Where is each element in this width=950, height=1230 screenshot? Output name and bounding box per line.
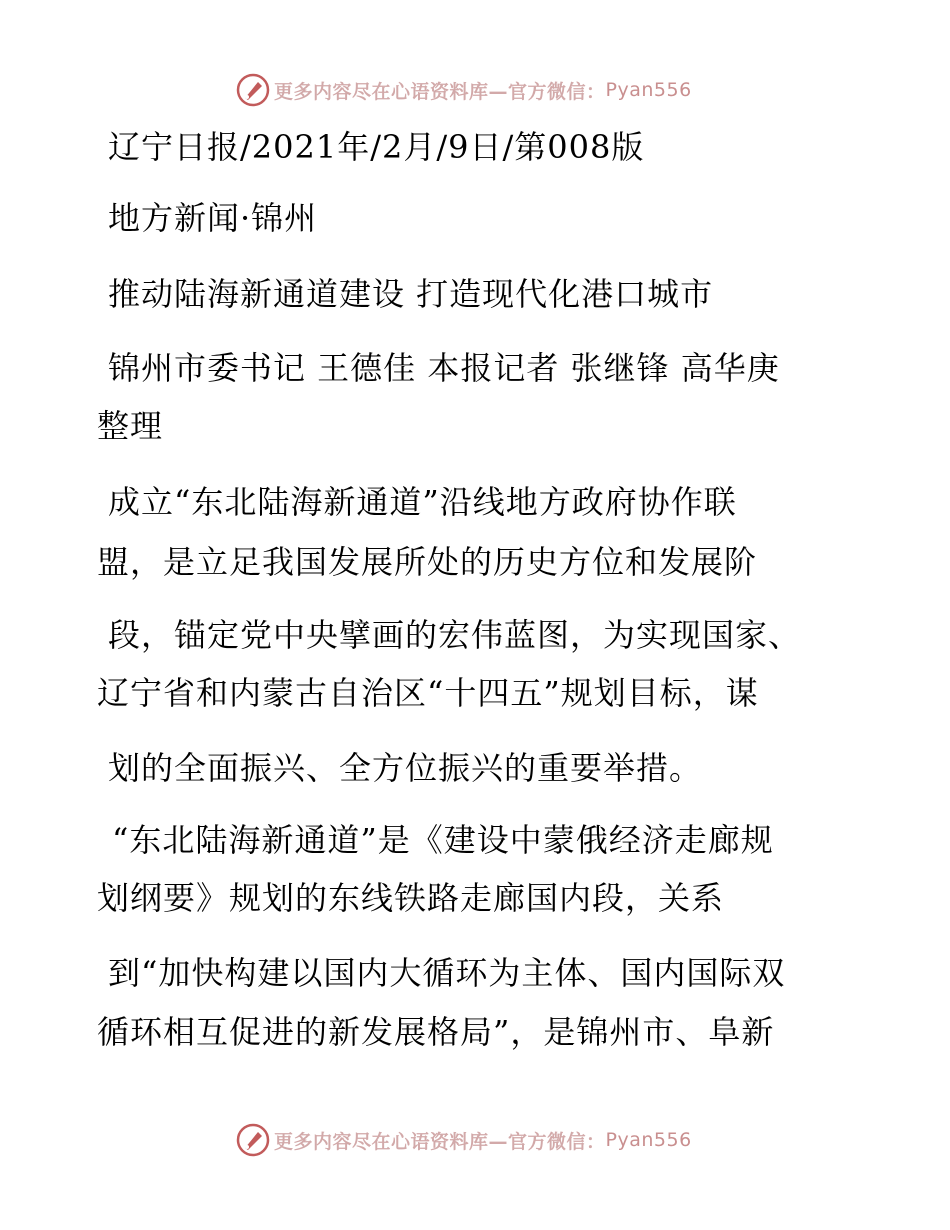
body-line: 成立“东北陆海新通道”沿线地方政府协作联	[108, 483, 737, 521]
watermark-wechat: Pyan556	[605, 1129, 692, 1151]
body-line: 到“加快构建以国内大循环为主体、国内国际双	[108, 954, 786, 992]
watermark-wechat: Pyan556	[605, 79, 692, 101]
watermark-banner-top	[236, 72, 692, 108]
body-line: 划纲要》规划的东线铁路走廊国内段，关系	[97, 879, 725, 917]
body-line: 盟，是立足我国发展所处的历史方位和发展阶	[97, 543, 758, 581]
body-line: “东北陆海新通道”是《建设中蒙俄经济走廊规	[112, 821, 774, 859]
watermark-text: 更多内容尽在心语资料库—官方微信：	[274, 1130, 606, 1153]
watermark-banner-bottom	[236, 1122, 692, 1158]
article-byline-continued: 整理	[97, 407, 164, 445]
body-line: 段，锚定党中央擘画的宏伟蓝图，为实现国家、	[108, 616, 802, 654]
body-line: 循环相互促进的新发展格局”，是锦州市、阜新	[97, 1013, 775, 1051]
watermark-text: 更多内容尽在心语资料库—官方微信：	[274, 80, 606, 103]
pen-nib-icon	[236, 1123, 270, 1157]
article-headline: 推动陆海新通道建设 打造现代化港口城市	[108, 275, 714, 313]
body-line: 辽宁省和内蒙古自治区“十四五”规划目标，谋	[97, 674, 759, 712]
article-section: 地方新闻·锦州	[108, 199, 318, 237]
body-line: 划的全面振兴、全方位振兴的重要举措。	[108, 749, 703, 787]
article-byline: 锦州市委书记 王德佳 本报记者 张继锋 高华庚	[108, 349, 780, 387]
article-meta: 辽宁日报/2021年/2月/9日/第008版	[108, 128, 645, 166]
pen-nib-icon	[236, 73, 270, 107]
